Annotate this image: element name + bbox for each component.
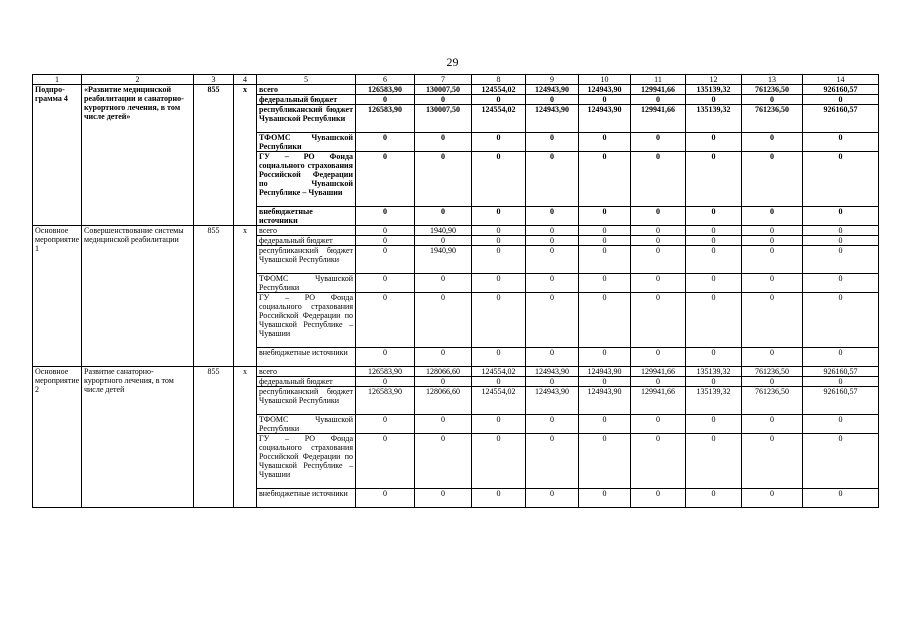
value-cell: 0 xyxy=(472,377,526,387)
funding-source-cell: республиканский бюджет Чувашской Республики xyxy=(257,246,356,274)
value-cell: 0 xyxy=(631,246,686,274)
value-cell: 0 xyxy=(742,434,803,489)
value-cell: 0 xyxy=(415,152,472,207)
value-cell: 0 xyxy=(686,415,742,434)
column-number-row xyxy=(33,75,879,85)
table-row xyxy=(33,85,879,95)
value-cell: 0 xyxy=(356,293,415,348)
value-cell: 0 xyxy=(803,236,879,246)
value-cell: 126583,90 xyxy=(356,367,415,377)
value-cell: 0 xyxy=(526,377,579,387)
header-cell: 9 xyxy=(526,75,579,85)
value-cell: 0 xyxy=(415,236,472,246)
value-cell: 0 xyxy=(472,246,526,274)
value-cell: 761236,50 xyxy=(742,105,803,133)
value-cell: 0 xyxy=(579,246,631,274)
value-cell: 926160,57 xyxy=(803,387,879,415)
value-cell: 0 xyxy=(526,274,579,293)
value-cell: 0 xyxy=(579,226,631,236)
header-cell: 1 xyxy=(33,75,82,85)
value-cell: 0 xyxy=(356,226,415,236)
funding-source-cell: ГУ – РО Фонда социального страхования Российской Федерации по Чувашской Республике – Чувашии xyxy=(257,152,356,207)
program-group xyxy=(33,226,879,367)
value-cell: 135139,32 xyxy=(686,85,742,95)
value-cell: 926160,57 xyxy=(803,367,879,377)
value-cell: 0 xyxy=(742,95,803,105)
value-cell: 0 xyxy=(526,246,579,274)
value-cell: 126583,90 xyxy=(356,85,415,95)
value-cell: 0 xyxy=(631,348,686,367)
value-cell: 761236,50 xyxy=(742,387,803,415)
program-mark-cell: х xyxy=(234,367,257,508)
value-cell: 0 xyxy=(526,434,579,489)
value-cell: 130007,50 xyxy=(415,105,472,133)
value-cell: 0 xyxy=(631,274,686,293)
value-cell: 0 xyxy=(415,348,472,367)
value-cell: 0 xyxy=(472,207,526,226)
funding-source-cell: федеральный бюджет xyxy=(257,236,356,246)
value-cell: 124554,02 xyxy=(472,387,526,415)
value-cell: 0 xyxy=(415,274,472,293)
value-cell: 0 xyxy=(526,133,579,152)
value-cell: 0 xyxy=(472,348,526,367)
value-cell: 0 xyxy=(526,348,579,367)
value-cell: 124943,90 xyxy=(579,85,631,95)
funding-source-cell: ГУ – РО Фонда социального страхования Российской Федерации по Чувашской Республике – Чувашии xyxy=(257,293,356,348)
value-cell: 0 xyxy=(579,236,631,246)
value-cell: 135139,32 xyxy=(686,105,742,133)
value-cell: 0 xyxy=(415,95,472,105)
value-cell: 128066,60 xyxy=(415,387,472,415)
value-cell: 0 xyxy=(472,133,526,152)
funding-source-cell: внебюджетные источники xyxy=(257,489,356,508)
value-cell: 0 xyxy=(631,207,686,226)
value-cell: 0 xyxy=(803,274,879,293)
value-cell: 0 xyxy=(742,415,803,434)
value-cell: 135139,32 xyxy=(686,387,742,415)
value-cell: 0 xyxy=(579,377,631,387)
value-cell: 0 xyxy=(415,207,472,226)
value-cell: 0 xyxy=(526,236,579,246)
value-cell: 0 xyxy=(803,207,879,226)
value-cell: 926160,57 xyxy=(803,85,879,95)
value-cell: 0 xyxy=(579,207,631,226)
value-cell: 124943,90 xyxy=(579,387,631,415)
header-cell: 11 xyxy=(631,75,686,85)
header-cell: 4 xyxy=(234,75,257,85)
value-cell: 0 xyxy=(742,274,803,293)
funding-source-cell: ТФОМС Чувашской Республики xyxy=(257,274,356,293)
value-cell: 0 xyxy=(686,226,742,236)
value-cell: 0 xyxy=(356,489,415,508)
value-cell: 124554,02 xyxy=(472,105,526,133)
program-group xyxy=(33,367,879,508)
funding-source-cell: республиканский бюджет Чувашской Республики xyxy=(257,105,356,133)
program-code-cell: 855 xyxy=(194,367,234,508)
value-cell: 0 xyxy=(686,348,742,367)
program-name-cell: Основное мероприятие 1 xyxy=(33,226,82,367)
header-cell: 14 xyxy=(803,75,879,85)
value-cell: 0 xyxy=(803,95,879,105)
funding-source-cell: федеральный бюджет xyxy=(257,95,356,105)
value-cell: 128066,60 xyxy=(415,367,472,377)
value-cell: 0 xyxy=(631,236,686,246)
header-cell: 13 xyxy=(742,75,803,85)
value-cell: 124554,02 xyxy=(472,85,526,95)
value-cell: 0 xyxy=(631,226,686,236)
value-cell: 0 xyxy=(579,489,631,508)
value-cell: 0 xyxy=(742,152,803,207)
program-title-cell: Развитие санаторно-курортного лечения, в том числе детей xyxy=(82,367,194,508)
value-cell: 0 xyxy=(686,152,742,207)
value-cell: 0 xyxy=(631,434,686,489)
value-cell: 0 xyxy=(742,377,803,387)
program-code-cell: 855 xyxy=(194,85,234,226)
value-cell: 0 xyxy=(631,377,686,387)
value-cell: 0 xyxy=(415,415,472,434)
value-cell: 0 xyxy=(742,207,803,226)
value-cell: 0 xyxy=(686,274,742,293)
value-cell: 0 xyxy=(686,377,742,387)
value-cell: 135139,32 xyxy=(686,367,742,377)
value-cell: 0 xyxy=(686,293,742,348)
program-title-cell: Совершенствование системы медицинской реабилитации xyxy=(82,226,194,367)
value-cell: 761236,50 xyxy=(742,367,803,377)
value-cell: 0 xyxy=(686,246,742,274)
value-cell: 761236,50 xyxy=(742,85,803,95)
funding-source-cell: федеральный бюджет xyxy=(257,377,356,387)
value-cell: 0 xyxy=(686,434,742,489)
value-cell: 0 xyxy=(631,95,686,105)
value-cell: 0 xyxy=(472,226,526,236)
value-cell: 0 xyxy=(803,246,879,274)
value-cell: 124943,90 xyxy=(526,387,579,415)
value-cell: 0 xyxy=(579,415,631,434)
program-mark-cell: х xyxy=(234,226,257,367)
value-cell: 0 xyxy=(472,152,526,207)
value-cell: 0 xyxy=(742,489,803,508)
value-cell: 0 xyxy=(686,95,742,105)
value-cell: 0 xyxy=(526,226,579,236)
value-cell: 0 xyxy=(356,95,415,105)
value-cell: 126583,90 xyxy=(356,105,415,133)
budget-table xyxy=(32,74,879,508)
funding-source-cell: республиканский бюджет Чувашской Республики xyxy=(257,387,356,415)
value-cell: 1940,90 xyxy=(415,246,472,274)
value-cell: 0 xyxy=(803,377,879,387)
value-cell: 0 xyxy=(472,95,526,105)
header-cell: 2 xyxy=(82,75,194,85)
value-cell: 0 xyxy=(415,434,472,489)
value-cell: 129941,66 xyxy=(631,85,686,95)
value-cell: 0 xyxy=(472,489,526,508)
program-name-cell: Основное мероприятие 2 xyxy=(33,367,82,508)
value-cell: 0 xyxy=(579,434,631,489)
value-cell: 0 xyxy=(356,415,415,434)
value-cell: 0 xyxy=(742,293,803,348)
value-cell: 0 xyxy=(356,274,415,293)
value-cell: 0 xyxy=(742,348,803,367)
value-cell: 926160,57 xyxy=(803,105,879,133)
value-cell: 124943,90 xyxy=(526,105,579,133)
value-cell: 0 xyxy=(742,226,803,236)
value-cell: 0 xyxy=(526,293,579,348)
value-cell: 0 xyxy=(526,152,579,207)
header-cell: 10 xyxy=(579,75,631,85)
value-cell: 0 xyxy=(356,236,415,246)
value-cell: 126583,90 xyxy=(356,387,415,415)
value-cell: 124943,90 xyxy=(526,367,579,377)
funding-source-cell: ТФОМС Чувашской Республики xyxy=(257,133,356,152)
value-cell: 0 xyxy=(579,95,631,105)
funding-source-cell: внебюджетные источники xyxy=(257,348,356,367)
value-cell: 0 xyxy=(803,348,879,367)
table-row xyxy=(33,226,879,236)
value-cell: 0 xyxy=(803,133,879,152)
value-cell: 0 xyxy=(579,152,631,207)
page-number: 29 xyxy=(446,55,459,69)
table-row xyxy=(33,367,879,377)
header-cell: 7 xyxy=(415,75,472,85)
funding-source-cell: ТФОМС Чувашской Республики xyxy=(257,415,356,434)
program-title-cell: «Развитие медицинской реабилитации и санаторно-курортного лечения, в том числе детей» xyxy=(82,85,194,226)
funding-source-cell: всего xyxy=(257,226,356,236)
value-cell: 0 xyxy=(631,133,686,152)
value-cell: 0 xyxy=(579,293,631,348)
funding-source-cell: внебюджетные источники xyxy=(257,207,356,226)
value-cell: 129941,66 xyxy=(631,387,686,415)
value-cell: 0 xyxy=(526,415,579,434)
program-group xyxy=(33,85,879,226)
value-cell: 0 xyxy=(686,236,742,246)
value-cell: 0 xyxy=(356,152,415,207)
header-cell: 8 xyxy=(472,75,526,85)
value-cell: 0 xyxy=(686,133,742,152)
value-cell: 0 xyxy=(631,293,686,348)
header-cell: 6 xyxy=(356,75,415,85)
value-cell: 0 xyxy=(742,133,803,152)
value-cell: 0 xyxy=(579,274,631,293)
value-cell: 0 xyxy=(803,434,879,489)
value-cell: 0 xyxy=(803,293,879,348)
value-cell: 0 xyxy=(415,489,472,508)
header-cell: 12 xyxy=(686,75,742,85)
value-cell: 0 xyxy=(415,293,472,348)
value-cell: 0 xyxy=(415,133,472,152)
value-cell: 0 xyxy=(686,489,742,508)
value-cell: 0 xyxy=(526,207,579,226)
value-cell: 1940,90 xyxy=(415,226,472,236)
value-cell: 0 xyxy=(356,207,415,226)
value-cell: 0 xyxy=(631,415,686,434)
value-cell: 0 xyxy=(472,293,526,348)
program-name-cell: Подпро-грамма 4 xyxy=(33,85,82,226)
program-mark-cell: х xyxy=(234,85,257,226)
program-code-cell: 855 xyxy=(194,226,234,367)
value-cell: 124943,90 xyxy=(579,105,631,133)
header-cell: 5 xyxy=(257,75,356,85)
value-cell: 0 xyxy=(579,348,631,367)
value-cell: 0 xyxy=(526,95,579,105)
value-cell: 0 xyxy=(742,246,803,274)
value-cell: 0 xyxy=(472,415,526,434)
funding-source-cell: всего xyxy=(257,85,356,95)
value-cell: 0 xyxy=(803,152,879,207)
value-cell: 0 xyxy=(356,348,415,367)
value-cell: 0 xyxy=(356,434,415,489)
value-cell: 0 xyxy=(631,489,686,508)
value-cell: 0 xyxy=(803,489,879,508)
header-cell: 3 xyxy=(194,75,234,85)
value-cell: 0 xyxy=(803,226,879,236)
value-cell: 0 xyxy=(356,133,415,152)
value-cell: 129941,66 xyxy=(631,105,686,133)
funding-source-cell: ГУ – РО Фонда социального страхования Российской Федерации по Чувашской Республике – Чувашии xyxy=(257,434,356,489)
value-cell: 0 xyxy=(631,152,686,207)
value-cell: 124943,90 xyxy=(579,367,631,377)
value-cell: 0 xyxy=(803,415,879,434)
value-cell: 0 xyxy=(472,434,526,489)
value-cell: 0 xyxy=(472,236,526,246)
value-cell: 0 xyxy=(579,133,631,152)
value-cell: 0 xyxy=(415,377,472,387)
value-cell: 0 xyxy=(472,274,526,293)
value-cell: 130007,50 xyxy=(415,85,472,95)
value-cell: 0 xyxy=(686,207,742,226)
value-cell: 0 xyxy=(356,377,415,387)
value-cell: 124554,02 xyxy=(472,367,526,377)
value-cell: 0 xyxy=(526,489,579,508)
value-cell: 124943,90 xyxy=(526,85,579,95)
value-cell: 0 xyxy=(742,236,803,246)
value-cell: 0 xyxy=(356,246,415,274)
funding-source-cell: всего xyxy=(257,367,356,377)
value-cell: 129941,66 xyxy=(631,367,686,377)
